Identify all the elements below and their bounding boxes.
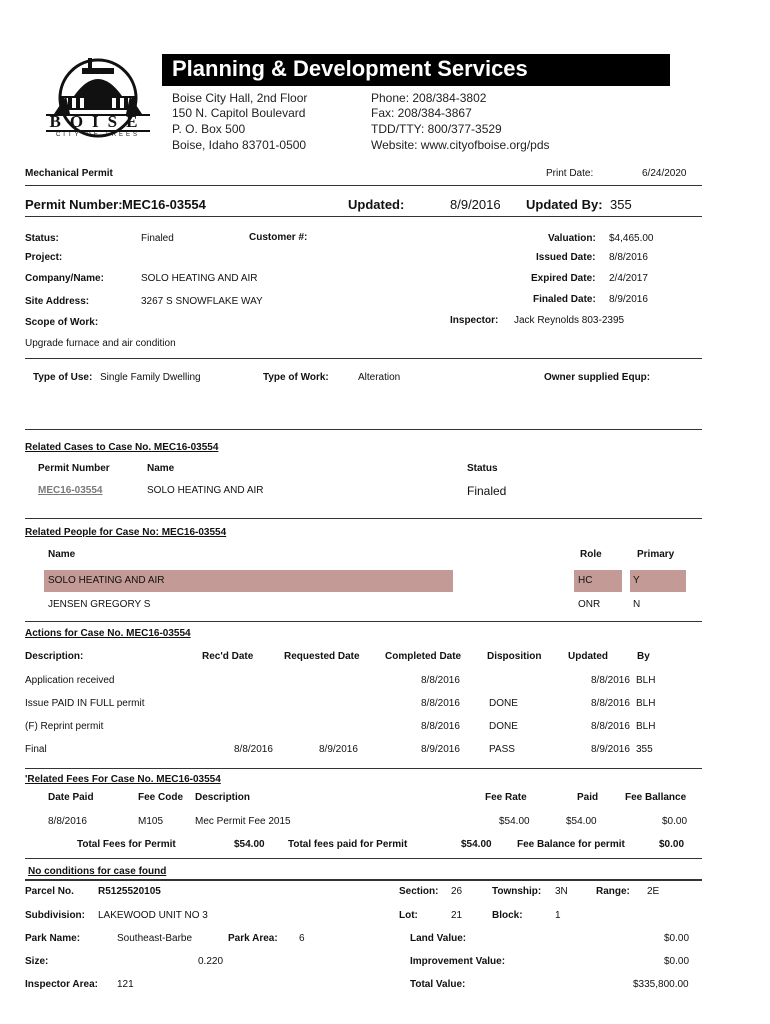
status-value: Finaled [141,233,174,244]
person-primary: Y [633,575,640,586]
col-status: Status [467,463,498,474]
land-value-label: Land Value: [410,933,467,944]
col-paid: Paid [577,792,599,803]
valuation-value: $4,465.00 [609,233,654,244]
logo-text: BOISE [49,112,147,131]
section-value: 26 [451,886,463,897]
contact-fax: Fax: 208/384-3867 [371,106,472,120]
fee-code: M105 [138,816,164,827]
improvement-value-label: Improvement Value: [410,956,506,967]
col-primary: Primary [637,549,675,560]
col-fee-rate: Fee Rate [485,792,527,803]
expired-date: 2/4/2017 [609,273,648,284]
action-disposition: DONE [489,721,518,732]
fee-description: Mec Permit Fee 2015 [195,816,291,827]
action-updated: 8/8/2016 [591,698,630,709]
issued-date-label: Issued Date: [536,252,596,263]
fee-balance: $0.00 [662,816,688,827]
contact-tdd: TDD/TTY: 800/377-3529 [371,122,502,136]
divider [25,621,702,622]
park-area-label: Park Area: [228,933,278,944]
inspector-area-value: 121 [117,979,134,990]
person-name: SOLO HEATING AND AIR [48,575,165,586]
action-description: Issue PAID IN FULL permit [25,698,145,709]
status-label: Status: [25,233,59,244]
col-completed-date: Completed Date [385,651,462,662]
finaled-date: 8/9/2016 [609,294,648,305]
address-line: Boise City Hall, 2nd Floor [172,91,308,105]
total-value: $335,800.00 [633,979,689,990]
customer-label: Customer #: [249,232,308,243]
block-label: Block: [492,910,523,921]
action-by: BLH [636,675,656,686]
action-disposition: DONE [489,698,518,709]
divider [25,429,702,430]
capitol-dome-icon [40,52,156,156]
action-by: 355 [636,744,653,755]
site-address-label: Site Address: [25,296,90,307]
col-role: Role [580,549,602,560]
conditions-heading: No conditions for case found [28,866,167,877]
lot-label: Lot: [399,910,418,921]
site-address: 3267 S SNOWFLAKE WAY [141,296,263,307]
updated-date: 8/9/2016 [450,197,501,212]
action-description: Application received [25,675,115,686]
related-cases-heading: Related Cases to Case No. MEC16-03554 [25,442,219,453]
updated-by: 355 [610,197,632,212]
address-line: Boise, Idaho 83701-0500 [172,138,307,152]
size-label: Size: [25,956,49,967]
park-name-label: Park Name: [25,933,81,944]
total-fees: $54.00 [234,839,265,850]
action-requested: 8/9/2016 [319,744,358,755]
col-name: Name [48,549,76,560]
valuation-label: Valuation: [548,233,596,244]
action-by: BLH [636,698,656,709]
range-label: Range: [596,886,630,897]
col-permit-number: Permit Number [38,463,110,474]
divider [25,358,702,359]
person-name: JENSEN GREGORY S [48,599,151,610]
action-description: Final [25,744,47,755]
fee-date: 8/8/2016 [48,816,87,827]
company-value: SOLO HEATING AND AIR [141,273,258,284]
action-completed: 8/8/2016 [421,675,460,686]
action-completed: 8/9/2016 [421,744,460,755]
township-label: Township: [492,886,542,897]
action-completed: 8/8/2016 [421,721,460,732]
expired-date-label: Expired Date: [531,273,596,284]
fee-balance-label: Fee Balance for permit [517,839,625,850]
total-paid: $54.00 [461,839,492,850]
scope-value: Upgrade furnace and air condition [25,338,176,349]
total-value-label: Total Value: [410,979,466,990]
parcel-label: Parcel No. [25,886,74,897]
person-role: HC [578,575,593,586]
action-by: BLH [636,721,656,732]
finaled-date-label: Finaled Date: [533,294,596,305]
related-case-name: SOLO HEATING AND AIR [147,485,264,496]
inspector-value: Jack Reynolds 803-2395 [514,315,625,326]
township-value: 3N [555,886,568,897]
col-disposition: Disposition [487,651,542,662]
fees-heading: 'Related Fees For Case No. MEC16-03554 [25,774,221,785]
action-disposition: PASS [489,744,515,755]
improvement-value: $0.00 [664,956,690,967]
person-role: ONR [578,599,601,610]
action-updated: 8/9/2016 [591,744,630,755]
action-updated: 8/8/2016 [591,675,630,686]
col-by: By [637,651,650,662]
person-primary: N [633,599,641,610]
col-recd-date: Rec'd Date [202,651,254,662]
total-fees-label: Total Fees for Permit [77,839,176,850]
col-description: Description: [25,651,84,662]
logo-subtext: CITY OF TREES [55,132,141,138]
contact-phone: Phone: 208/384-3802 [371,91,487,105]
company-label: Company/Name: [25,273,104,284]
updated-label: Updated: [348,197,405,212]
related-case-status: Finaled [467,484,507,498]
page-title: Planning & Development Services [172,56,528,81]
col-fee-code: Fee Code [138,792,184,803]
type-of-work: Alteration [358,372,401,383]
col-requested-date: Requested Date [284,651,360,662]
divider [25,879,702,881]
total-paid-label: Total fees paid for Permit [288,839,408,850]
parcel-number: R5125520105 [98,886,161,897]
print-date-label: Print Date: [546,168,594,179]
size-value: 0.220 [198,956,224,967]
scope-label: Scope of Work: [25,317,99,328]
issued-date: 8/8/2016 [609,252,648,263]
subdivision-value: LAKEWOOD UNIT NO 3 [98,910,208,921]
related-people-heading: Related People for Case No: MEC16-03554 [25,527,227,538]
project-label: Project: [25,252,63,263]
divider [25,768,702,769]
subdivision-label: Subdivision: [25,910,85,921]
divider [25,185,702,186]
col-name: Name [147,463,175,474]
col-date-paid: Date Paid [48,792,94,803]
fee-balance-total: $0.00 [659,839,685,850]
print-date: 6/24/2020 [642,168,687,179]
permit-type: Mechanical Permit [25,168,113,179]
col-fee-description: Description [195,792,251,803]
action-recd: 8/8/2016 [234,744,273,755]
actions-heading: Actions for Case No. MEC16-03554 [25,628,191,639]
type-of-use-label: Type of Use: [33,372,93,383]
owner-equip-label: Owner supplied Equp: [544,372,651,383]
col-fee-balance: Fee Ballance [625,792,687,803]
block-value: 1 [555,910,561,921]
range-value: 2E [647,886,660,897]
land-value: $0.00 [664,933,690,944]
inspector-label: Inspector: [450,315,499,326]
type-of-use: Single Family Dwelling [100,372,201,383]
type-of-work-label: Type of Work: [263,372,329,383]
address-line: P. O. Box 500 [172,122,246,136]
fee-paid: $54.00 [566,816,597,827]
divider [25,216,702,217]
permit-number-label: Permit Number: [25,197,123,212]
divider [25,518,702,519]
action-updated: 8/8/2016 [591,721,630,732]
action-description: (F) Reprint permit [25,721,104,732]
updated-by-label: Updated By: [526,197,603,212]
fee-rate: $54.00 [499,816,530,827]
col-updated: Updated [568,651,608,662]
section-label: Section: [399,886,439,897]
address-line: 150 N. Capitol Boulevard [172,106,306,120]
park-name-value: Southeast-Barbe [117,933,193,944]
divider [25,858,702,859]
park-area-value: 6 [299,933,305,944]
inspector-area-label: Inspector Area: [25,979,98,990]
contact-website[interactable]: Website: www.cityofboise.org/pds [371,138,550,152]
lot-value: 21 [451,910,463,921]
permit-number: MEC16-03554 [122,197,206,212]
related-permit-link[interactable]: MEC16-03554 [38,485,103,496]
action-completed: 8/8/2016 [421,698,460,709]
city-logo [40,52,156,156]
